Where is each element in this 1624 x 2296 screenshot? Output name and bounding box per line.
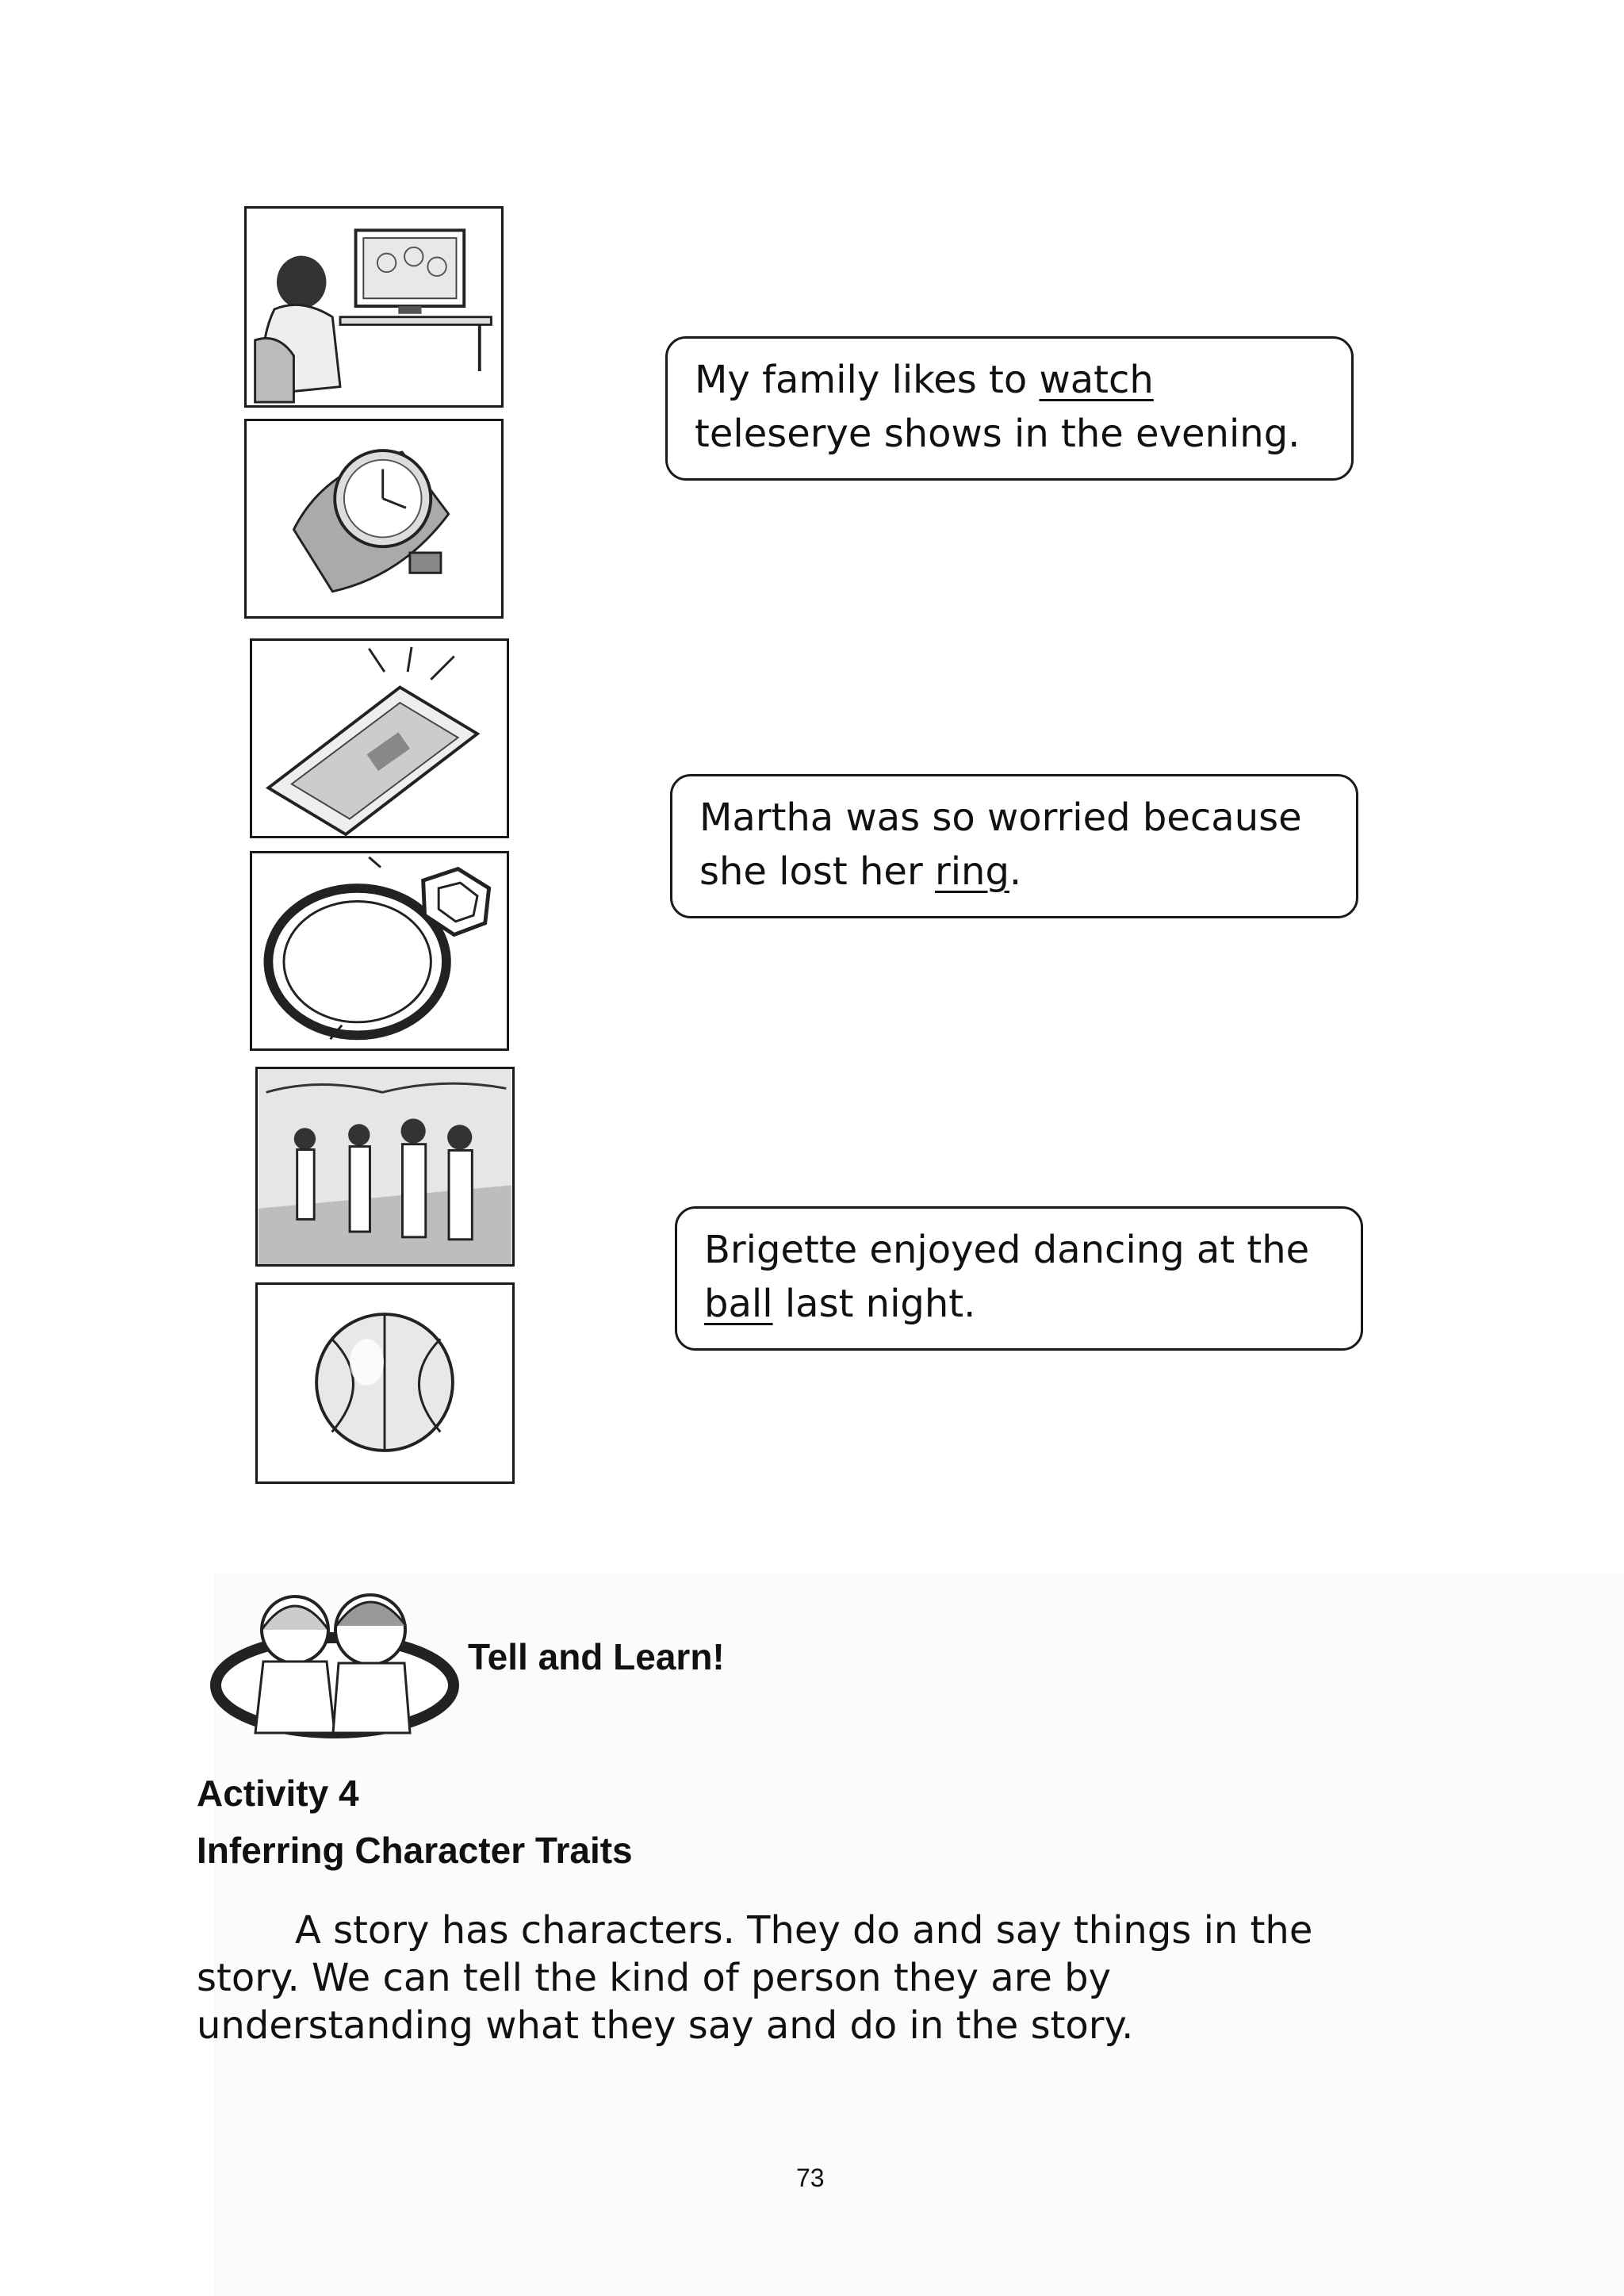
sentence-2-target-word: ring [934,849,1009,894]
sentence-box-1 [665,336,1354,481]
sentence-box-3 [675,1206,1363,1351]
phone-ringing-picture [250,638,509,838]
ring-icon [252,853,507,1048]
dance-party-picture [255,1067,515,1267]
intro-paragraph-text: A story has characters. They do and say things in the story. We can tell the kind of person they are by understanding what they say and do in the story. [197,1908,1313,2048]
activity-title: Activity 4 [197,1773,359,1814]
activity-subtitle: Inferring Character Traits [197,1830,633,1871]
wristwatch-icon [247,421,501,616]
sentence-1-before: My family likes to [695,358,1040,402]
page-number: 73 [796,2164,825,2192]
sentence-1-target-word: watch [1039,358,1154,402]
sentence-2-after: . [1009,849,1022,894]
phone-ringing-icon [252,641,507,836]
kids-icon [208,1574,462,1741]
ball-icon [258,1285,512,1481]
kids-logo [208,1574,462,1741]
sentence-3-after: last night. [772,1282,976,1326]
sentence-box-2 [670,774,1358,918]
sentence-2-before: Martha was so worried because she lost her [699,795,1302,894]
intro-paragraph [197,1907,1386,2049]
tv-watching-picture [244,206,504,408]
sentence-3-target-word: ball [704,1282,773,1326]
ball-picture [255,1282,515,1484]
dance-party-icon [258,1069,512,1264]
ring-picture [250,851,509,1051]
section-heading: Tell and Learn! [468,1636,725,1677]
tv-watching-icon [247,209,501,405]
sentence-3-before: Brigette enjoyed dancing at the [704,1228,1310,1272]
sentence-1-after: teleserye shows in the evening. [695,412,1300,456]
wristwatch-picture [244,419,504,619]
